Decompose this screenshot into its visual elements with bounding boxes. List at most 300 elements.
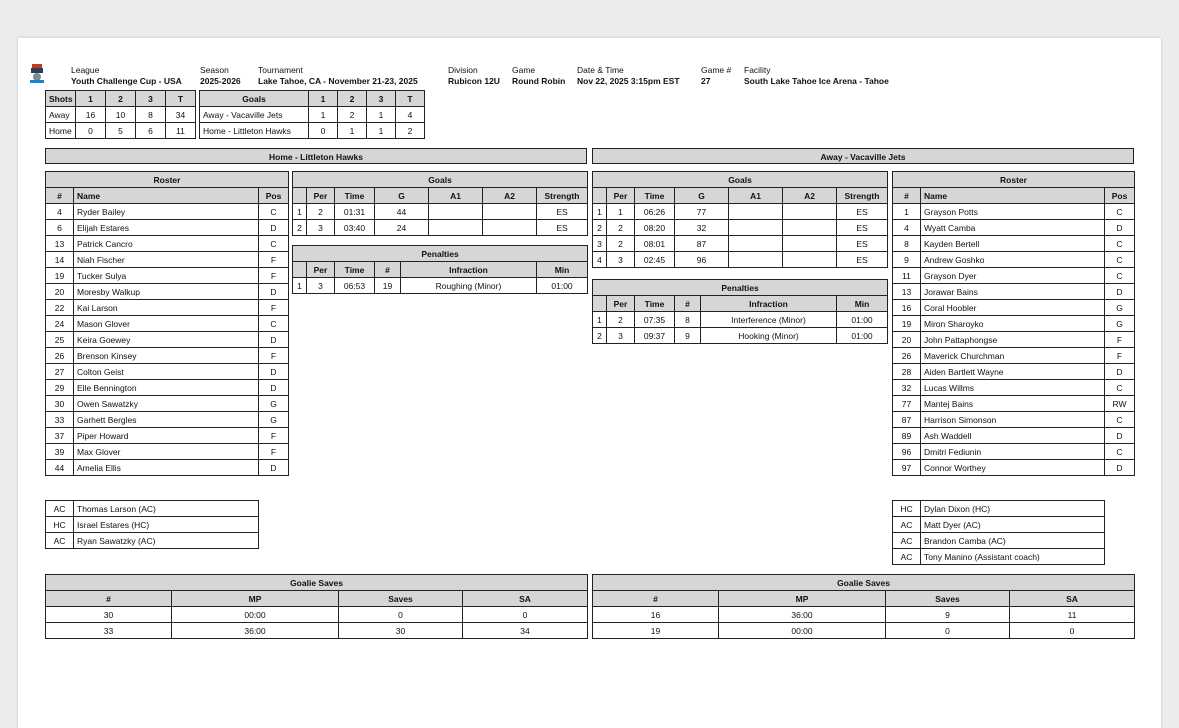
table-row xyxy=(593,236,888,252)
table-cell: 06:26 xyxy=(635,204,675,220)
goals-header: Time xyxy=(635,188,675,204)
table-row xyxy=(46,236,289,252)
table-cell: 01:00 xyxy=(537,278,588,294)
roster-header: Pos xyxy=(1105,188,1135,204)
table-cell: 2 xyxy=(307,204,335,220)
table-cell: John Pattaphongse xyxy=(921,332,1105,348)
penalties-header: Infraction xyxy=(701,296,837,312)
table-cell: Coral Hoobler xyxy=(921,300,1105,316)
table-row xyxy=(893,549,1105,565)
table-cell: 0 xyxy=(463,607,588,623)
table-cell: 16 xyxy=(893,300,921,316)
table-cell: D xyxy=(1105,460,1135,476)
goals-header: A2 xyxy=(483,188,537,204)
table-cell: 9 xyxy=(675,328,701,344)
table-cell: 19 xyxy=(375,278,401,294)
home-goals-title: Goals xyxy=(293,172,588,188)
table-row xyxy=(46,501,259,517)
home-penalties-table xyxy=(292,245,588,294)
penalties-header: # xyxy=(675,296,701,312)
penalties-header: Min xyxy=(537,262,588,278)
table-cell xyxy=(483,204,537,220)
table-cell: Aiden Bartlett Wayne xyxy=(921,364,1105,380)
table-cell: Brandon Camba (AC) xyxy=(921,533,1105,549)
table-cell: F xyxy=(1105,332,1135,348)
table-cell: 11 xyxy=(893,268,921,284)
home-roster-table xyxy=(45,171,289,476)
table-row xyxy=(46,332,289,348)
table-cell: Thomas Larson (AC) xyxy=(74,501,259,517)
table-cell: 77 xyxy=(893,396,921,412)
table-row xyxy=(46,268,289,284)
table-row xyxy=(893,236,1135,252)
table-cell: Hooking (Minor) xyxy=(701,328,837,344)
goals-header: A1 xyxy=(429,188,483,204)
table-cell: Interference (Minor) xyxy=(701,312,837,328)
table-cell: 13 xyxy=(46,236,74,252)
saves-header: Saves xyxy=(886,591,1010,607)
table-cell: C xyxy=(1105,236,1135,252)
table-cell: Moresby Walkup xyxy=(74,284,259,300)
division-value: Rubicon 12U xyxy=(448,76,500,86)
table-cell: 8 xyxy=(675,312,701,328)
table-cell: C xyxy=(1105,268,1135,284)
table-cell: 00:00 xyxy=(172,607,339,623)
table-cell: 2 xyxy=(593,328,607,344)
goals-header xyxy=(593,188,607,204)
table-cell: 2 xyxy=(293,220,307,236)
shots-cell: 16 xyxy=(76,107,106,123)
table-cell xyxy=(729,252,783,268)
goals-summary-cell: 4 xyxy=(396,107,425,123)
table-cell: 1 xyxy=(293,278,307,294)
shots-cell: 34 xyxy=(166,107,196,123)
table-cell: 33 xyxy=(46,623,172,639)
penalties-header: Per xyxy=(607,296,635,312)
table-cell: G xyxy=(1105,300,1135,316)
table-cell: 32 xyxy=(893,380,921,396)
table-row xyxy=(893,332,1135,348)
table-cell: 11 xyxy=(1010,607,1135,623)
table-cell: 01:31 xyxy=(335,204,375,220)
home-team-banner: Home - Littleton Hawks xyxy=(45,148,587,164)
table-cell: 9 xyxy=(893,252,921,268)
table-row xyxy=(46,444,289,460)
goals-header: Per xyxy=(607,188,635,204)
penalties-header: Infraction xyxy=(401,262,537,278)
table-row xyxy=(593,607,1135,623)
table-cell: Ash Waddell xyxy=(921,428,1105,444)
table-row xyxy=(593,312,888,328)
table-cell: AC xyxy=(46,501,74,517)
table-cell: HC xyxy=(893,501,921,517)
home-penalties-title: Penalties xyxy=(293,246,588,262)
table-cell: 24 xyxy=(375,220,429,236)
table-cell: 36:00 xyxy=(172,623,339,639)
table-cell: 97 xyxy=(893,460,921,476)
table-cell: 34 xyxy=(463,623,588,639)
table-cell: 96 xyxy=(675,252,729,268)
table-cell: RW xyxy=(1105,396,1135,412)
table-cell: F xyxy=(259,428,289,444)
saves-header: MP xyxy=(719,591,886,607)
table-cell: 20 xyxy=(46,284,74,300)
table-cell: 1 xyxy=(593,312,607,328)
table-cell: 03:40 xyxy=(335,220,375,236)
table-row xyxy=(893,533,1105,549)
penalties-header: Time xyxy=(335,262,375,278)
home-goalie-saves-table xyxy=(45,574,588,639)
table-cell: 44 xyxy=(375,204,429,220)
table-cell: Max Glover xyxy=(74,444,259,460)
table-cell: Grayson Dyer xyxy=(921,268,1105,284)
goals-summary-cell: Home - Littleton Hawks xyxy=(200,123,309,139)
table-cell: 87 xyxy=(675,236,729,252)
table-row xyxy=(893,316,1135,332)
table-cell: 09:37 xyxy=(635,328,675,344)
table-cell: 00:00 xyxy=(719,623,886,639)
table-cell: 2 xyxy=(593,220,607,236)
table-row xyxy=(46,533,259,549)
league-label: League xyxy=(71,65,100,75)
table-cell: 20 xyxy=(893,332,921,348)
table-cell: Miron Sharoyko xyxy=(921,316,1105,332)
table-cell: 4 xyxy=(593,252,607,268)
table-cell: 96 xyxy=(893,444,921,460)
roster-header: # xyxy=(46,188,74,204)
goals-header xyxy=(293,188,307,204)
table-cell: 0 xyxy=(339,607,463,623)
table-cell xyxy=(429,204,483,220)
table-cell: Harrison Simonson xyxy=(921,412,1105,428)
table-cell xyxy=(783,236,837,252)
table-cell: D xyxy=(259,364,289,380)
table-cell: 19 xyxy=(593,623,719,639)
table-row xyxy=(46,300,289,316)
table-row xyxy=(293,220,588,236)
game-number-label: Game # xyxy=(701,65,732,75)
shots-header: 1 xyxy=(76,91,106,107)
table-cell: ES xyxy=(537,220,588,236)
table-cell: D xyxy=(1105,284,1135,300)
table-row xyxy=(893,517,1105,533)
table-cell: C xyxy=(259,204,289,220)
goals-header: G xyxy=(675,188,729,204)
table-cell: F xyxy=(259,268,289,284)
table-cell: 28 xyxy=(893,364,921,380)
table-row xyxy=(893,428,1135,444)
away-roster-table xyxy=(892,171,1135,476)
table-cell: Dmitri Fediunin xyxy=(921,444,1105,460)
table-cell xyxy=(483,220,537,236)
table-cell: Mantej Bains xyxy=(921,396,1105,412)
table-cell: D xyxy=(259,380,289,396)
table-cell: 26 xyxy=(46,348,74,364)
penalties-header xyxy=(293,262,307,278)
table-row xyxy=(893,460,1135,476)
table-cell: ES xyxy=(837,220,888,236)
table-row xyxy=(46,428,289,444)
table-cell: 3 xyxy=(607,252,635,268)
table-cell: Piper Howard xyxy=(74,428,259,444)
shots-cell: Home xyxy=(46,123,76,139)
away-goalie-saves-title: Goalie Saves xyxy=(593,575,1135,591)
table-cell: F xyxy=(259,348,289,364)
table-cell: 1 xyxy=(593,204,607,220)
table-row xyxy=(593,623,1135,639)
table-cell: 6 xyxy=(46,220,74,236)
table-cell: G xyxy=(259,396,289,412)
away-goalie-saves-table xyxy=(592,574,1135,639)
table-cell: 33 xyxy=(46,412,74,428)
table-cell: Kayden Bertell xyxy=(921,236,1105,252)
table-cell: 01:00 xyxy=(837,312,888,328)
table-row xyxy=(46,517,259,533)
tournament-value: Lake Tahoe, CA - November 21-23, 2025 xyxy=(258,76,418,86)
table-row xyxy=(46,107,196,123)
table-cell: F xyxy=(259,300,289,316)
table-row xyxy=(893,348,1135,364)
table-cell: G xyxy=(1105,316,1135,332)
table-cell: Dylan Dixon (HC) xyxy=(921,501,1105,517)
goals-summary-cell: 1 xyxy=(367,123,396,139)
table-cell: 19 xyxy=(46,268,74,284)
table-cell: Tucker Sulya xyxy=(74,268,259,284)
table-cell: Ryan Sawatzky (AC) xyxy=(74,533,259,549)
away-penalties-table xyxy=(592,279,888,344)
table-cell: AC xyxy=(893,549,921,565)
saves-header: # xyxy=(593,591,719,607)
table-cell: Elijah Estares xyxy=(74,220,259,236)
saves-header: # xyxy=(46,591,172,607)
table-cell: 01:00 xyxy=(837,328,888,344)
shots-header: T xyxy=(166,91,196,107)
table-row xyxy=(893,501,1105,517)
table-row xyxy=(893,284,1135,300)
table-cell: 3 xyxy=(607,328,635,344)
table-cell: 13 xyxy=(893,284,921,300)
table-row xyxy=(46,220,289,236)
table-cell: 1 xyxy=(607,204,635,220)
table-cell: Wyatt Camba xyxy=(921,220,1105,236)
shots-cell: 5 xyxy=(106,123,136,139)
division-label: Division xyxy=(448,65,478,75)
table-row xyxy=(46,396,289,412)
table-cell: C xyxy=(1105,412,1135,428)
table-cell: Kai Larson xyxy=(74,300,259,316)
table-cell: AC xyxy=(893,517,921,533)
table-cell: Patrick Cancro xyxy=(74,236,259,252)
table-row xyxy=(593,220,888,236)
table-row xyxy=(593,328,888,344)
table-cell: Mason Glover xyxy=(74,316,259,332)
table-row xyxy=(46,460,289,476)
table-cell: 0 xyxy=(886,623,1010,639)
goals-summary-table xyxy=(199,90,425,139)
table-cell: F xyxy=(259,444,289,460)
table-row xyxy=(46,123,196,139)
league-logo-icon xyxy=(29,64,45,84)
table-cell: Lucas Willms xyxy=(921,380,1105,396)
table-cell: C xyxy=(259,316,289,332)
penalties-header: Min xyxy=(837,296,888,312)
saves-header: SA xyxy=(463,591,588,607)
table-row xyxy=(893,204,1135,220)
table-cell: Connor Worthey xyxy=(921,460,1105,476)
table-row xyxy=(893,364,1135,380)
roster-header: # xyxy=(893,188,921,204)
shots-header: Shots xyxy=(46,91,76,107)
table-cell: ES xyxy=(837,236,888,252)
table-cell: Tony Manino (Assistant coach) xyxy=(921,549,1105,565)
table-cell: Keira Goewey xyxy=(74,332,259,348)
table-cell: 14 xyxy=(46,252,74,268)
shots-cell: Away xyxy=(46,107,76,123)
goals-summary-header: 1 xyxy=(309,91,338,107)
table-cell: 30 xyxy=(46,396,74,412)
table-cell: 26 xyxy=(893,348,921,364)
table-cell: 08:20 xyxy=(635,220,675,236)
table-cell: D xyxy=(259,284,289,300)
table-cell: 25 xyxy=(46,332,74,348)
home-goals-table xyxy=(292,171,588,236)
table-cell: 39 xyxy=(46,444,74,460)
table-cell xyxy=(783,220,837,236)
table-row xyxy=(46,380,289,396)
table-row xyxy=(893,252,1135,268)
table-cell: 3 xyxy=(593,236,607,252)
table-cell: 36:00 xyxy=(719,607,886,623)
goals-summary-cell: 1 xyxy=(338,123,367,139)
table-cell: C xyxy=(1105,204,1135,220)
table-cell: G xyxy=(259,412,289,428)
shots-cell: 10 xyxy=(106,107,136,123)
away-team-banner: Away - Vacaville Jets xyxy=(592,148,1134,164)
saves-header: SA xyxy=(1010,591,1135,607)
away-penalties-title: Penalties xyxy=(593,280,888,296)
table-cell: C xyxy=(1105,444,1135,460)
season-value: 2025-2026 xyxy=(200,76,241,86)
table-cell: F xyxy=(1105,348,1135,364)
away-staff-table xyxy=(892,500,1105,565)
table-row xyxy=(893,268,1135,284)
table-cell: 37 xyxy=(46,428,74,444)
table-row xyxy=(593,204,888,220)
goals-summary-cell: 2 xyxy=(396,123,425,139)
table-cell: 19 xyxy=(893,316,921,332)
table-row xyxy=(46,204,289,220)
game-value: Round Robin xyxy=(512,76,566,86)
table-cell: Roughing (Minor) xyxy=(401,278,537,294)
table-cell: 0 xyxy=(1010,623,1135,639)
table-cell: 07:35 xyxy=(635,312,675,328)
table-row xyxy=(893,380,1135,396)
goals-header: Strength xyxy=(537,188,588,204)
table-row xyxy=(593,252,888,268)
facility-label: Facility xyxy=(744,65,771,75)
roster-header: Pos xyxy=(259,188,289,204)
goals-header: A1 xyxy=(729,188,783,204)
penalties-header xyxy=(593,296,607,312)
table-cell: AC xyxy=(46,533,74,549)
shots-header: 3 xyxy=(136,91,166,107)
table-cell: 27 xyxy=(46,364,74,380)
shots-header: 2 xyxy=(106,91,136,107)
goals-summary-cell: 2 xyxy=(338,107,367,123)
table-cell: 2 xyxy=(607,236,635,252)
table-row xyxy=(46,284,289,300)
season-label: Season xyxy=(200,65,229,75)
table-cell: F xyxy=(259,252,289,268)
away-roster-title: Roster xyxy=(893,172,1135,188)
tournament-label: Tournament xyxy=(258,65,303,75)
facility-value: South Lake Tahoe Ice Arena - Tahoe xyxy=(744,76,889,86)
shots-cell: 8 xyxy=(136,107,166,123)
goals-summary-header: T xyxy=(396,91,425,107)
table-cell: D xyxy=(1105,220,1135,236)
goals-summary-header: Goals xyxy=(200,91,309,107)
table-cell: ES xyxy=(537,204,588,220)
table-cell: 30 xyxy=(339,623,463,639)
roster-header: Name xyxy=(921,188,1105,204)
table-cell: 8 xyxy=(893,236,921,252)
table-cell: Matt Dyer (AC) xyxy=(921,517,1105,533)
table-cell: D xyxy=(259,220,289,236)
table-cell: 89 xyxy=(893,428,921,444)
table-cell xyxy=(429,220,483,236)
goals-summary-cell: 0 xyxy=(309,123,338,139)
shots-cell: 0 xyxy=(76,123,106,139)
table-cell: HC xyxy=(46,517,74,533)
table-cell: 87 xyxy=(893,412,921,428)
table-cell: D xyxy=(1105,428,1135,444)
table-row xyxy=(46,364,289,380)
table-cell: D xyxy=(1105,364,1135,380)
table-cell: C xyxy=(1105,380,1135,396)
home-roster-title: Roster xyxy=(46,172,289,188)
table-cell: 30 xyxy=(46,607,172,623)
table-cell: C xyxy=(1105,252,1135,268)
table-cell: Elle Bennington xyxy=(74,380,259,396)
table-cell: 3 xyxy=(307,278,335,294)
table-cell: Grayson Potts xyxy=(921,204,1105,220)
table-cell: D xyxy=(259,332,289,348)
table-cell xyxy=(729,204,783,220)
table-cell: 02:45 xyxy=(635,252,675,268)
shots-cell: 6 xyxy=(136,123,166,139)
shots-table xyxy=(45,90,196,139)
goals-header: A2 xyxy=(783,188,837,204)
table-cell: Garhett Bergles xyxy=(74,412,259,428)
home-goalie-saves-title: Goalie Saves xyxy=(46,575,588,591)
table-cell: D xyxy=(259,460,289,476)
game-number-value: 27 xyxy=(701,76,711,86)
table-row xyxy=(293,204,588,220)
away-goals-title: Goals xyxy=(593,172,888,188)
goals-summary-header: 2 xyxy=(338,91,367,107)
table-cell xyxy=(783,204,837,220)
table-cell: Brenson Kinsey xyxy=(74,348,259,364)
goals-header: Strength xyxy=(837,188,888,204)
table-cell: 32 xyxy=(675,220,729,236)
table-row xyxy=(893,220,1135,236)
table-cell: ES xyxy=(837,252,888,268)
table-cell: 16 xyxy=(593,607,719,623)
goals-header: Per xyxy=(307,188,335,204)
table-cell: 24 xyxy=(46,316,74,332)
table-cell xyxy=(783,252,837,268)
home-staff-table xyxy=(45,500,259,549)
